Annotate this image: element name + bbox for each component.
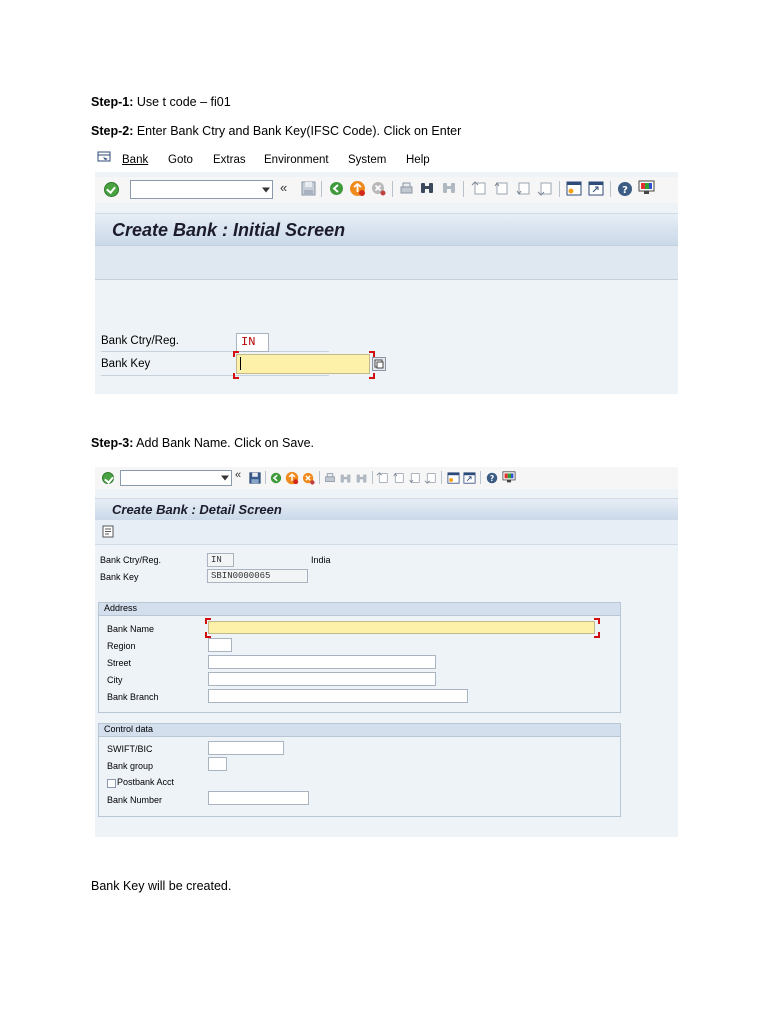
bank-ctry-display: IN [207,553,234,567]
print-icon[interactable] [399,181,414,196]
shortcut-icon[interactable] [463,472,476,484]
find-next-icon[interactable] [355,472,368,485]
city-input[interactable] [208,672,436,686]
step-1-label: Step-1: [91,95,134,109]
toolbar-separator [392,181,393,197]
cancel-icon[interactable] [302,472,315,485]
page-title: Create Bank : Detail Screen [112,502,282,517]
command-field[interactable] [120,470,232,486]
toolbar-separator [441,471,442,484]
exit-icon[interactable] [349,180,366,197]
svg-text:?: ? [622,185,628,196]
region-label: Region [107,641,136,651]
help-icon[interactable] [486,472,498,484]
find-icon[interactable] [339,472,352,485]
last-page-icon[interactable] [537,181,553,196]
next-page-icon[interactable] [515,181,531,196]
title-bar [95,213,678,246]
layout-menu-icon[interactable] [638,180,655,196]
street-input[interactable] [208,655,436,669]
new-session-icon[interactable] [566,181,582,196]
bank-number-label: Bank Number [107,795,163,805]
last-page-icon[interactable] [424,472,437,484]
toolbar-separator [463,181,464,197]
svg-text:?: ? [489,474,495,483]
field-underline [101,351,329,352]
toolbar-separator [321,181,322,197]
bank-number-input[interactable] [208,791,309,805]
bank-key-label: Bank Key [101,358,151,370]
previous-page-icon[interactable] [392,472,405,484]
back-icon[interactable] [270,472,282,484]
application-toolbar [95,245,678,280]
standard-toolbar [95,177,678,203]
bank-ctry-input[interactable]: IN [236,333,269,352]
previous-page-icon[interactable] [493,181,509,196]
step-2-label: Step-2: [91,124,134,138]
save-icon[interactable] [301,181,316,196]
print-icon[interactable] [324,472,336,484]
step-3-text [91,436,314,450]
control-data-group [98,723,621,817]
toolbar-separator [372,471,373,484]
help-icon[interactable] [617,181,633,197]
toolbar-separator [610,181,611,197]
cancel-icon[interactable] [371,181,386,196]
first-page-icon[interactable] [376,472,389,484]
page-title: Create Bank : Initial Screen [112,220,346,240]
text-cursor [240,357,241,370]
toolbar-separator [319,471,320,484]
initial-screen-screenshot [95,150,678,394]
collapse-icon[interactable]: « [235,469,242,481]
postbank-checkbox[interactable] [107,779,116,788]
footer-text: Bank Key will be created. [91,879,232,893]
required-marker [594,618,600,624]
bank-key-display: SBIN0000065 [207,569,308,583]
menu-system[interactable]: System [348,154,387,166]
bank-ctry-label: Bank Ctry/Reg. [100,555,162,565]
document-list-icon[interactable] [102,525,114,538]
new-session-icon[interactable] [447,472,460,484]
find-icon[interactable] [419,180,435,196]
required-marker [233,351,239,357]
standard-toolbar [95,467,678,489]
bank-group-input[interactable] [208,757,227,771]
address-group [98,602,621,713]
menu-environment[interactable]: Environment [264,154,329,166]
toolbar-separator [265,471,266,484]
bank-ctry-label: Bank Ctry/Reg. [101,335,179,347]
bank-name-label: Bank Name [107,624,155,634]
title-bar [95,498,678,521]
postbank-label: Postbank Acct [117,777,175,787]
menu-bar [95,150,678,172]
required-marker [594,632,600,638]
city-label: City [107,675,123,685]
group-header [99,603,620,616]
required-marker [205,618,211,624]
find-next-icon[interactable] [441,180,457,196]
required-marker [233,373,239,379]
application-toolbar [95,520,678,545]
swift-label: SWIFT/BIC [107,744,153,754]
region-input[interactable] [208,638,232,652]
bank-group-label: Bank group [107,761,154,771]
step-1-text [91,95,231,109]
bank-name-input[interactable] [208,621,595,634]
first-page-icon[interactable] [471,181,487,196]
street-label: Street [107,658,132,668]
command-field[interactable] [130,180,273,199]
search-help-icon[interactable] [372,357,386,371]
enter-check-icon[interactable] [102,472,114,484]
collapse-icon[interactable]: « [280,180,288,195]
field-underline [101,375,329,376]
next-page-icon[interactable] [408,472,421,484]
menu-goto[interactable]: Goto [168,154,193,166]
menu-help[interactable]: Help [406,154,430,166]
step-3-desc: Add Bank Name. Click on Save. [133,436,315,450]
back-icon[interactable] [329,181,344,196]
group-header [99,724,620,737]
save-icon[interactable] [249,472,261,484]
swift-input[interactable] [208,741,284,755]
step-1-desc: Use t code – fi01 [133,95,231,109]
control-group-title: Control data [104,724,154,734]
toolbar-separator [480,471,481,484]
step-2-text [91,124,461,138]
bank-branch-label: Bank Branch [107,692,159,702]
bank-key-label: Bank Key [100,572,139,582]
menu-bank[interactable]: Bank [122,154,149,166]
country-name: India [311,555,331,565]
toolbar-separator [559,181,560,197]
menu-extras[interactable]: Extras [213,154,246,166]
exit-icon[interactable] [285,471,299,485]
step-3-label: Step-3: [91,436,134,450]
enter-check-icon[interactable] [104,182,119,197]
bank-branch-input[interactable] [208,689,468,703]
step-2-desc: Enter Bank Ctry and Bank Key(IFSC Code). Click on Enter [133,124,462,138]
shortcut-icon[interactable] [588,181,604,196]
chevron-down-icon[interactable] [262,187,270,192]
layout-menu-icon[interactable] [502,471,516,484]
chevron-down-icon[interactable] [221,476,229,481]
required-marker [369,373,375,379]
detail-screen-screenshot [95,467,678,837]
menu-icon[interactable] [97,151,111,163]
bank-key-input[interactable] [236,354,370,374]
address-group-title: Address [104,603,138,613]
